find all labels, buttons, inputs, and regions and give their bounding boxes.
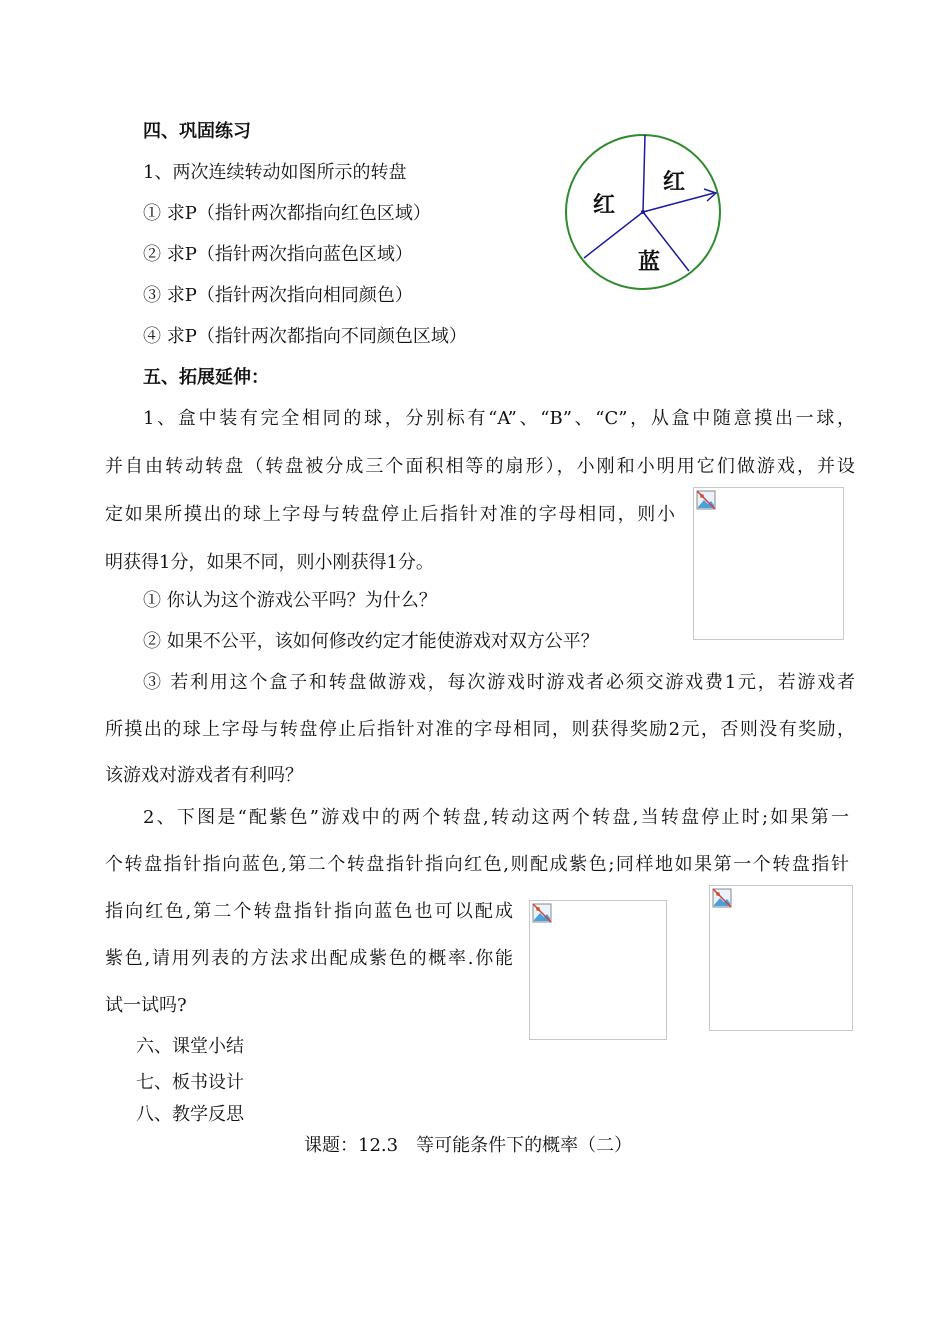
paragraph-line: ③ 若利用这个盒子和转盘做游戏，每次游戏时游戏者必须交游戏费1元，若游戏者	[143, 672, 855, 693]
paragraph-line: 指向红色,第二个转盘指针指向蓝色也可以配成	[105, 901, 513, 922]
sub-question-2: ② 如果不公平，该如何修改约定才能使游戏对双方公平？	[143, 631, 599, 652]
question-item-2: ② 求P（指针两次指向蓝色区域）	[143, 244, 413, 265]
section-heading-8: 八、教学反思	[136, 1104, 244, 1125]
image-placeholder	[709, 885, 853, 1031]
paragraph-line: 定如果所摸出的球上字母与转盘停止后指针对准的字母相同，则小	[105, 504, 675, 525]
paragraph-line: 该游戏对游戏者有利吗？	[105, 765, 303, 786]
question-item-4: ④ 求P（指针两次都指向不同颜色区域）	[143, 326, 467, 347]
section-heading-7: 七、板书设计	[136, 1072, 244, 1093]
image-placeholder	[529, 900, 667, 1040]
spinner-label-blue: 蓝	[638, 250, 661, 275]
spinner-label-red-2: 红	[593, 193, 616, 218]
broken-image-icon	[532, 903, 552, 923]
broken-image-icon	[696, 490, 716, 510]
question-item-1: ① 求P（指针两次都指向红色区域）	[143, 203, 431, 224]
sub-question-1: ① 你认为这个游戏公平吗？为什么？	[143, 590, 437, 611]
paragraph-line: 明获得1分，如果不同，则小刚获得1分。	[105, 552, 434, 573]
spinner-center	[641, 210, 645, 214]
broken-image-icon	[712, 888, 732, 908]
lesson-title: 课题：12.3 等可能条件下的概率（二）	[304, 1135, 633, 1156]
paragraph-line: 所摸出的球上字母与转盘停止后指针对准的字母相同，则获得奖励2元，否则没有奖励，	[105, 719, 855, 740]
paragraph-line: 试一试吗?	[105, 995, 187, 1016]
section-heading-4: 四、巩固练习	[143, 121, 251, 142]
spinner-label-red-1: 红	[663, 170, 686, 195]
section-heading-5: 五、拓展延伸：	[143, 367, 269, 388]
paragraph-line: 1、盒中装有完全相同的球，分别标有“A”、“B”、“C”，从盒中随意摸出一球，	[143, 408, 855, 429]
question-1: 1、两次连续转动如图所示的转盘	[143, 162, 407, 183]
paragraph-line: 个转盘指针指向蓝色,第二个转盘指针指向红色,则配成紫色;同样地如果第一个转盘指针	[105, 854, 849, 875]
image-placeholder	[693, 487, 844, 640]
paragraph-line: 并自由转动转盘（转盘被分成三个面积相等的扇形），小刚和小明用它们做游戏，并设	[105, 456, 855, 477]
question-item-3: ③ 求P（指针两次指向相同颜色）	[143, 285, 413, 306]
paragraph-line: 2、下图是“配紫色”游戏中的两个转盘,转动这两个转盘,当转盘停止时;如果第一	[143, 807, 849, 828]
paragraph-line: 紫色,请用列表的方法求出配成紫色的概率.你能	[105, 948, 513, 969]
spinner-diagram	[560, 132, 740, 294]
section-heading-6: 六、课堂小结	[136, 1036, 244, 1057]
